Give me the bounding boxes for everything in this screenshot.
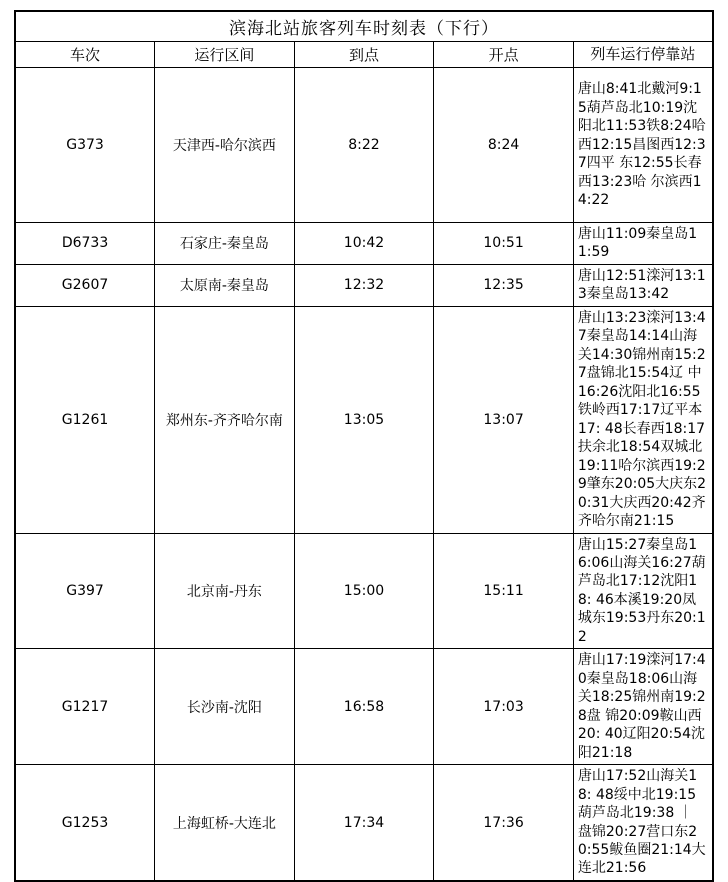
table-row xyxy=(15,223,713,265)
cell-train-number: G2607 xyxy=(15,264,155,306)
cell-arrival-time: 12:32 xyxy=(294,264,434,306)
train-timetable xyxy=(14,10,714,882)
cell-route: 太原南-秦皇岛 xyxy=(155,264,295,306)
cell-stops xyxy=(573,649,713,765)
cell-arrival-time: 13:05 xyxy=(294,306,434,533)
cell-route: 上海虹桥-大连北 xyxy=(155,765,295,881)
table-header-row xyxy=(15,42,713,68)
cell-departure-time: 8:24 xyxy=(434,68,574,223)
cell-arrival-time: 10:42 xyxy=(294,223,434,265)
cell-departure-time: 12:35 xyxy=(434,264,574,306)
cell-departure-time: 17:03 xyxy=(434,649,574,765)
table-row xyxy=(15,306,713,533)
cell-arrival-time: 17:34 xyxy=(294,765,434,881)
cell-arrival-time: 16:58 xyxy=(294,649,434,765)
stops-text: 唐山12:51滦河13:13秦皇岛13:42 xyxy=(577,267,706,303)
table-row xyxy=(15,264,713,306)
cell-stops xyxy=(573,68,713,223)
cell-train-number: G1217 xyxy=(15,649,155,765)
column-header-arrival: 到点 xyxy=(294,42,434,68)
cell-train-number: G1261 xyxy=(15,306,155,533)
stops-text: 唐山11:09秦皇岛11:59 xyxy=(577,226,698,261)
cell-stops xyxy=(573,765,713,881)
cell-route: 石家庄-秦皇岛 xyxy=(155,223,295,265)
cell-stops xyxy=(573,306,713,533)
column-header-train: 车次 xyxy=(15,42,155,68)
cell-route: 北京南-丹东 xyxy=(155,533,295,649)
cell-stops xyxy=(573,223,713,265)
cell-stops xyxy=(573,264,713,306)
column-header-departure: 开点 xyxy=(434,42,574,68)
table-row xyxy=(15,765,713,881)
table-row xyxy=(15,68,713,223)
cell-departure-time: 10:51 xyxy=(434,223,574,265)
stops-text: 唐山17:52山海关18: 48绥中北19:15葫芦岛北19:38 ｜ 盘锦20:27营口东20:55鲅鱼圈21:14大连北21:56 xyxy=(577,768,706,877)
cell-arrival-time: 15:00 xyxy=(294,533,434,649)
cell-departure-time: 17:36 xyxy=(434,765,574,881)
column-header-stops: 列车运行停靠站 xyxy=(573,42,713,68)
page-title: 滨海北站旅客列车时刻表（下行） xyxy=(15,11,713,42)
cell-train-number: G1253 xyxy=(15,765,155,881)
table-title-row xyxy=(15,11,713,42)
stops-text: 唐山8:41北戴河9:15葫芦岛北10:19沈阳北11:53铁8:24哈西12:15昌图西12:37四平 东12:55长春西13:23哈 尔滨西14:22 xyxy=(577,81,706,209)
cell-train-number: G397 xyxy=(15,533,155,649)
cell-departure-time: 13:07 xyxy=(434,306,574,533)
table-row xyxy=(15,533,713,649)
cell-route: 郑州东-齐齐哈尔南 xyxy=(155,306,295,533)
cell-route: 天津西-哈尔滨西 xyxy=(155,68,295,223)
cell-stops xyxy=(573,533,713,649)
stops-text: 唐山13:23滦河13:47秦皇岛14:14山海关14:30锦州南15:27盘锦北15:54辽 中16:26沈阳北16:55铁岭西17:17辽平本17: 48长春西18:17扶余北18:54双城北19:11哈尔滨西19:29肇东20:05大庆东20:31大庆西20:42齐齐哈尔南21:15 xyxy=(577,309,707,530)
cell-train-number: G373 xyxy=(15,68,155,223)
column-header-route: 运行区间 xyxy=(155,42,295,68)
cell-arrival-time: 8:22 xyxy=(294,68,434,223)
stops-text: 唐山17:19滦河17:40秦皇岛18:06山海关18:25锦州南19:28盘 锦20:09鞍山西20: 40辽阳20:54沈阳21:18 xyxy=(577,652,706,761)
stops-text: 唐山15:27秦皇岛16:06山海关16:27葫芦岛北17:12沈阳18: 46本溪19:20凤城东19:53丹东20:12 xyxy=(577,536,706,645)
cell-departure-time: 15:11 xyxy=(434,533,574,649)
cell-route: 长沙南-沈阳 xyxy=(155,649,295,765)
table-row xyxy=(15,649,713,765)
cell-train-number: D6733 xyxy=(15,223,155,265)
